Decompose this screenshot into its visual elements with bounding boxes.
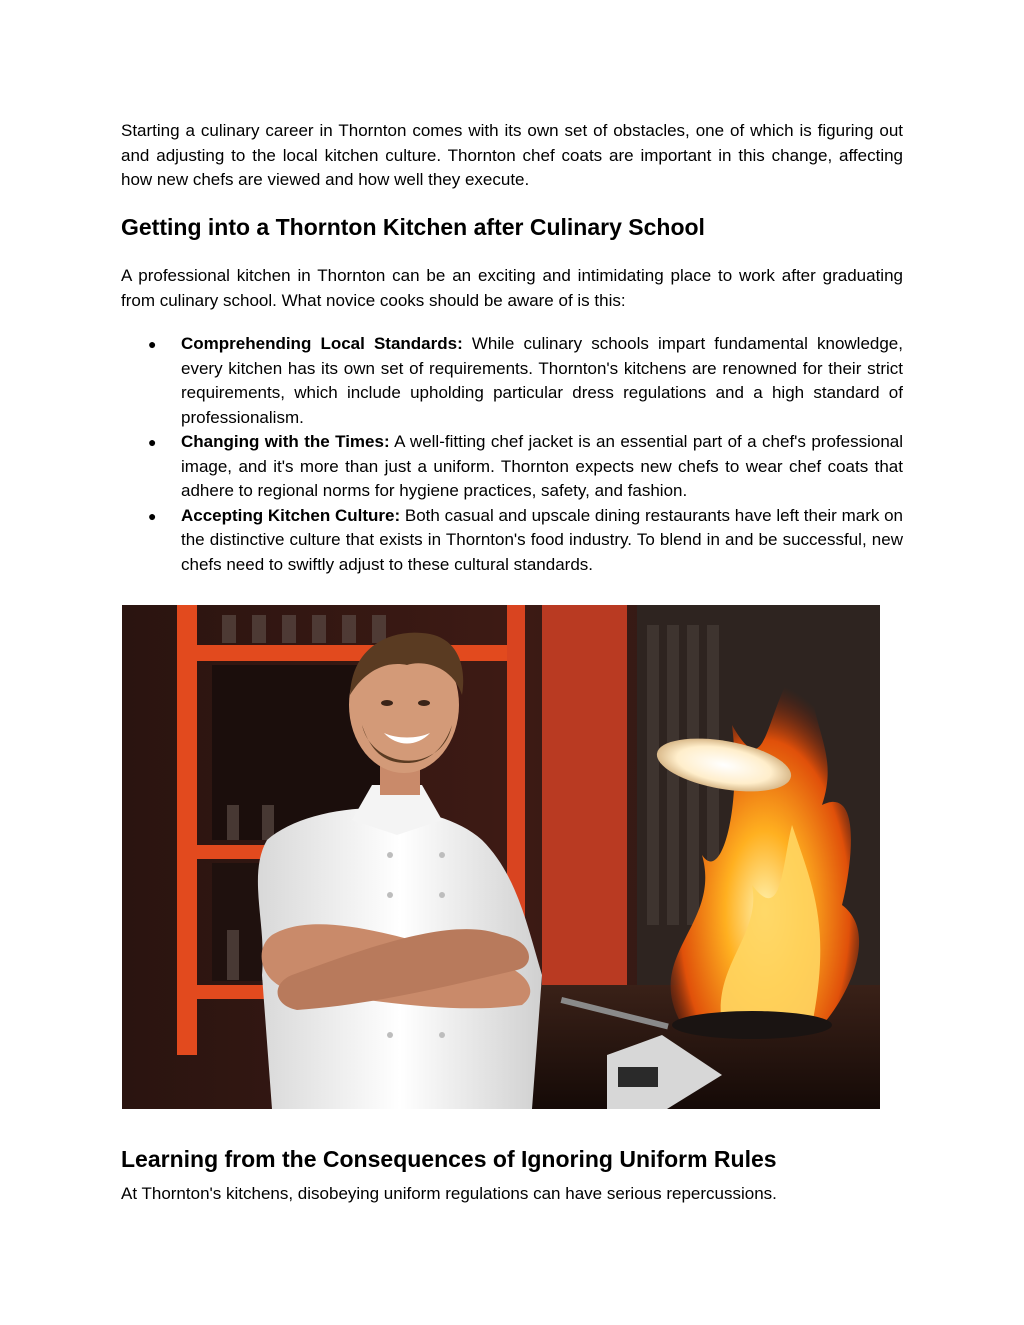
bullet-term: Comprehending Local Standards: — [181, 334, 463, 353]
section-paragraph: A professional kitchen in Thornton can be an exciting and intimidating place to work after graduating from culinary school. What novice cooks should be aware of is this: — [121, 266, 903, 310]
intro-paragraph: Starting a culinary career in Thornton comes with its own set of obstacles, one of which is figuring out and adjusting to the local kitchen culture. Thornton chef coats are important in this change, affecting how new chefs are viewed and how well they execute. — [121, 121, 903, 189]
bullet-icon: ● — [148, 434, 157, 450]
list-item — [121, 332, 903, 430]
bullet-text: While culinary schools impart fundamental knowledge, every kitchen has its own set of requirements. Thornton's kitchens are renowned for their strict requirements, which include upholding particular dress regulations and a high standard of professionalism. — [181, 334, 903, 427]
bullet-icon: ● — [148, 507, 157, 524]
bullet-term: Accepting Kitchen Culture: — [181, 505, 401, 525]
bullet-icon: ● — [148, 336, 157, 352]
bullet-list — [121, 332, 903, 577]
bullet-text: Both casual and upscale dining restaurants have left their mark on the distinctive culture that exists in Thornton's food industry. To blend in and be successful, new chefs need to swiftly adjust to these cultural standards. — [181, 505, 903, 574]
list-item — [121, 504, 903, 578]
section-heading-uniform-rules: Learning from the Consequences of Ignoring Uniform Rules — [121, 1146, 777, 1172]
chef-kitchen-photo — [122, 605, 880, 1109]
bullet-text: A well-fitting chef jacket is an essential part of a chef's professional image, and it's more than just a uniform. Thornton expects new chefs to wear chef coats that adhere to regional norms for hygiene practices, safety, and fashion. — [181, 432, 903, 500]
list-item — [121, 430, 903, 504]
section-heading-culinary-school: Getting into a Thornton Kitchen after Culinary School — [121, 214, 705, 240]
section-paragraph: At Thornton's kitchens, disobeying uniform regulations can have serious repercussions. — [121, 1184, 777, 1203]
bullet-term: Changing with the Times: — [181, 432, 390, 451]
